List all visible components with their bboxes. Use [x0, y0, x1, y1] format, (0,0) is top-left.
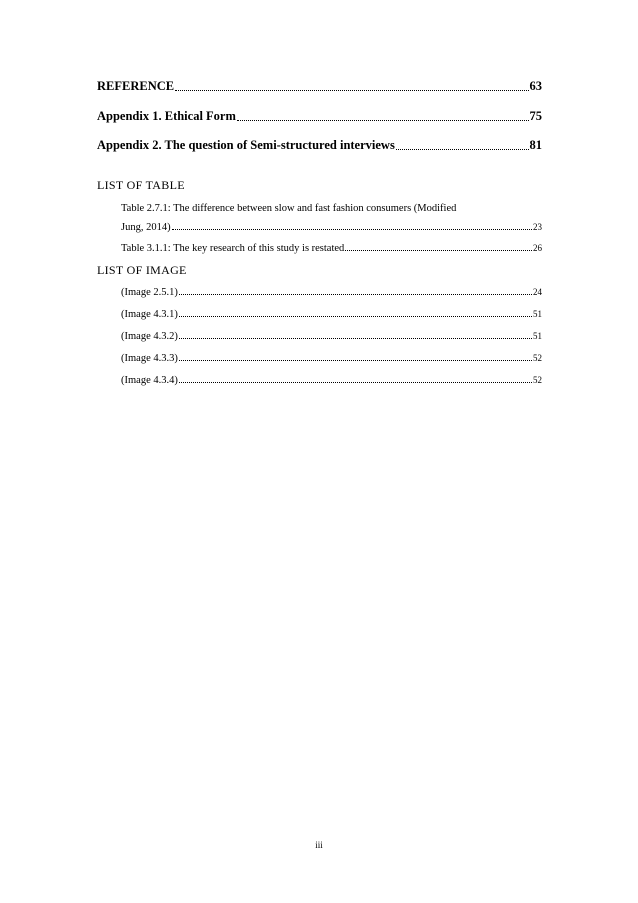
toc-entry-reference[interactable] — [97, 79, 542, 94]
toc-entry-label: Appendix 1. Ethical Form — [97, 109, 236, 123]
dot-leader — [396, 149, 529, 150]
toc-entry-appendix-1[interactable] — [97, 109, 542, 124]
dot-leader — [345, 250, 532, 251]
toc-entry-page: 63 — [529, 79, 542, 93]
dot-leader — [179, 294, 532, 295]
toc-entry-page: 51 — [533, 331, 542, 341]
image-entry-5[interactable] — [121, 375, 542, 386]
image-entry-4[interactable] — [121, 353, 542, 364]
toc-entry-label: Appendix 2. The question of Semi-structured interviews — [97, 138, 395, 152]
list-of-table-heading: LIST OF TABLE — [97, 178, 185, 192]
toc-entry-label: (Image 4.3.2) — [121, 331, 178, 342]
list-of-image-heading: LIST OF IMAGE — [97, 263, 187, 277]
toc-entry-page: 23 — [533, 222, 542, 232]
dot-leader — [179, 360, 532, 361]
toc-entry-label: REFERENCE — [97, 79, 175, 93]
toc-entry-label: (Image 4.3.4) — [121, 375, 178, 386]
dot-leader — [172, 229, 532, 230]
toc-entry-label: Table 3.1.1: The key research of this study is restated — [121, 243, 345, 254]
table-entry-2[interactable] — [121, 243, 542, 254]
toc-entry-page: 51 — [533, 309, 542, 319]
dot-leader — [179, 338, 532, 339]
toc-entry-page: 52 — [533, 375, 542, 385]
toc-entry-page: 81 — [529, 138, 542, 152]
toc-entry-page: 24 — [533, 287, 542, 297]
image-entry-1[interactable] — [121, 287, 542, 298]
toc-entry-label: (Image 2.5.1) — [121, 287, 178, 298]
dot-leader — [179, 382, 532, 383]
table-entry-1-line1[interactable]: Table 2.7.1: The difference between slow and fast fashion consumers (Modified — [121, 203, 457, 214]
toc-entry-label: (Image 4.3.1) — [121, 309, 178, 320]
toc-entry-appendix-2[interactable] — [97, 138, 542, 153]
table-entry-1[interactable] — [121, 222, 542, 233]
page-number: iii — [315, 840, 323, 850]
toc-entry-label: (Image 4.3.3) — [121, 353, 178, 364]
toc-entry-page: 52 — [533, 353, 542, 363]
toc-entry-page: 75 — [529, 109, 542, 123]
image-entry-2[interactable] — [121, 309, 542, 320]
toc-entry-page: 26 — [533, 243, 542, 253]
dot-leader — [175, 90, 528, 91]
toc-entry-label: Jung, 2014) — [121, 222, 171, 233]
image-entry-3[interactable] — [121, 331, 542, 342]
dot-leader — [237, 120, 529, 121]
dot-leader — [179, 316, 532, 317]
